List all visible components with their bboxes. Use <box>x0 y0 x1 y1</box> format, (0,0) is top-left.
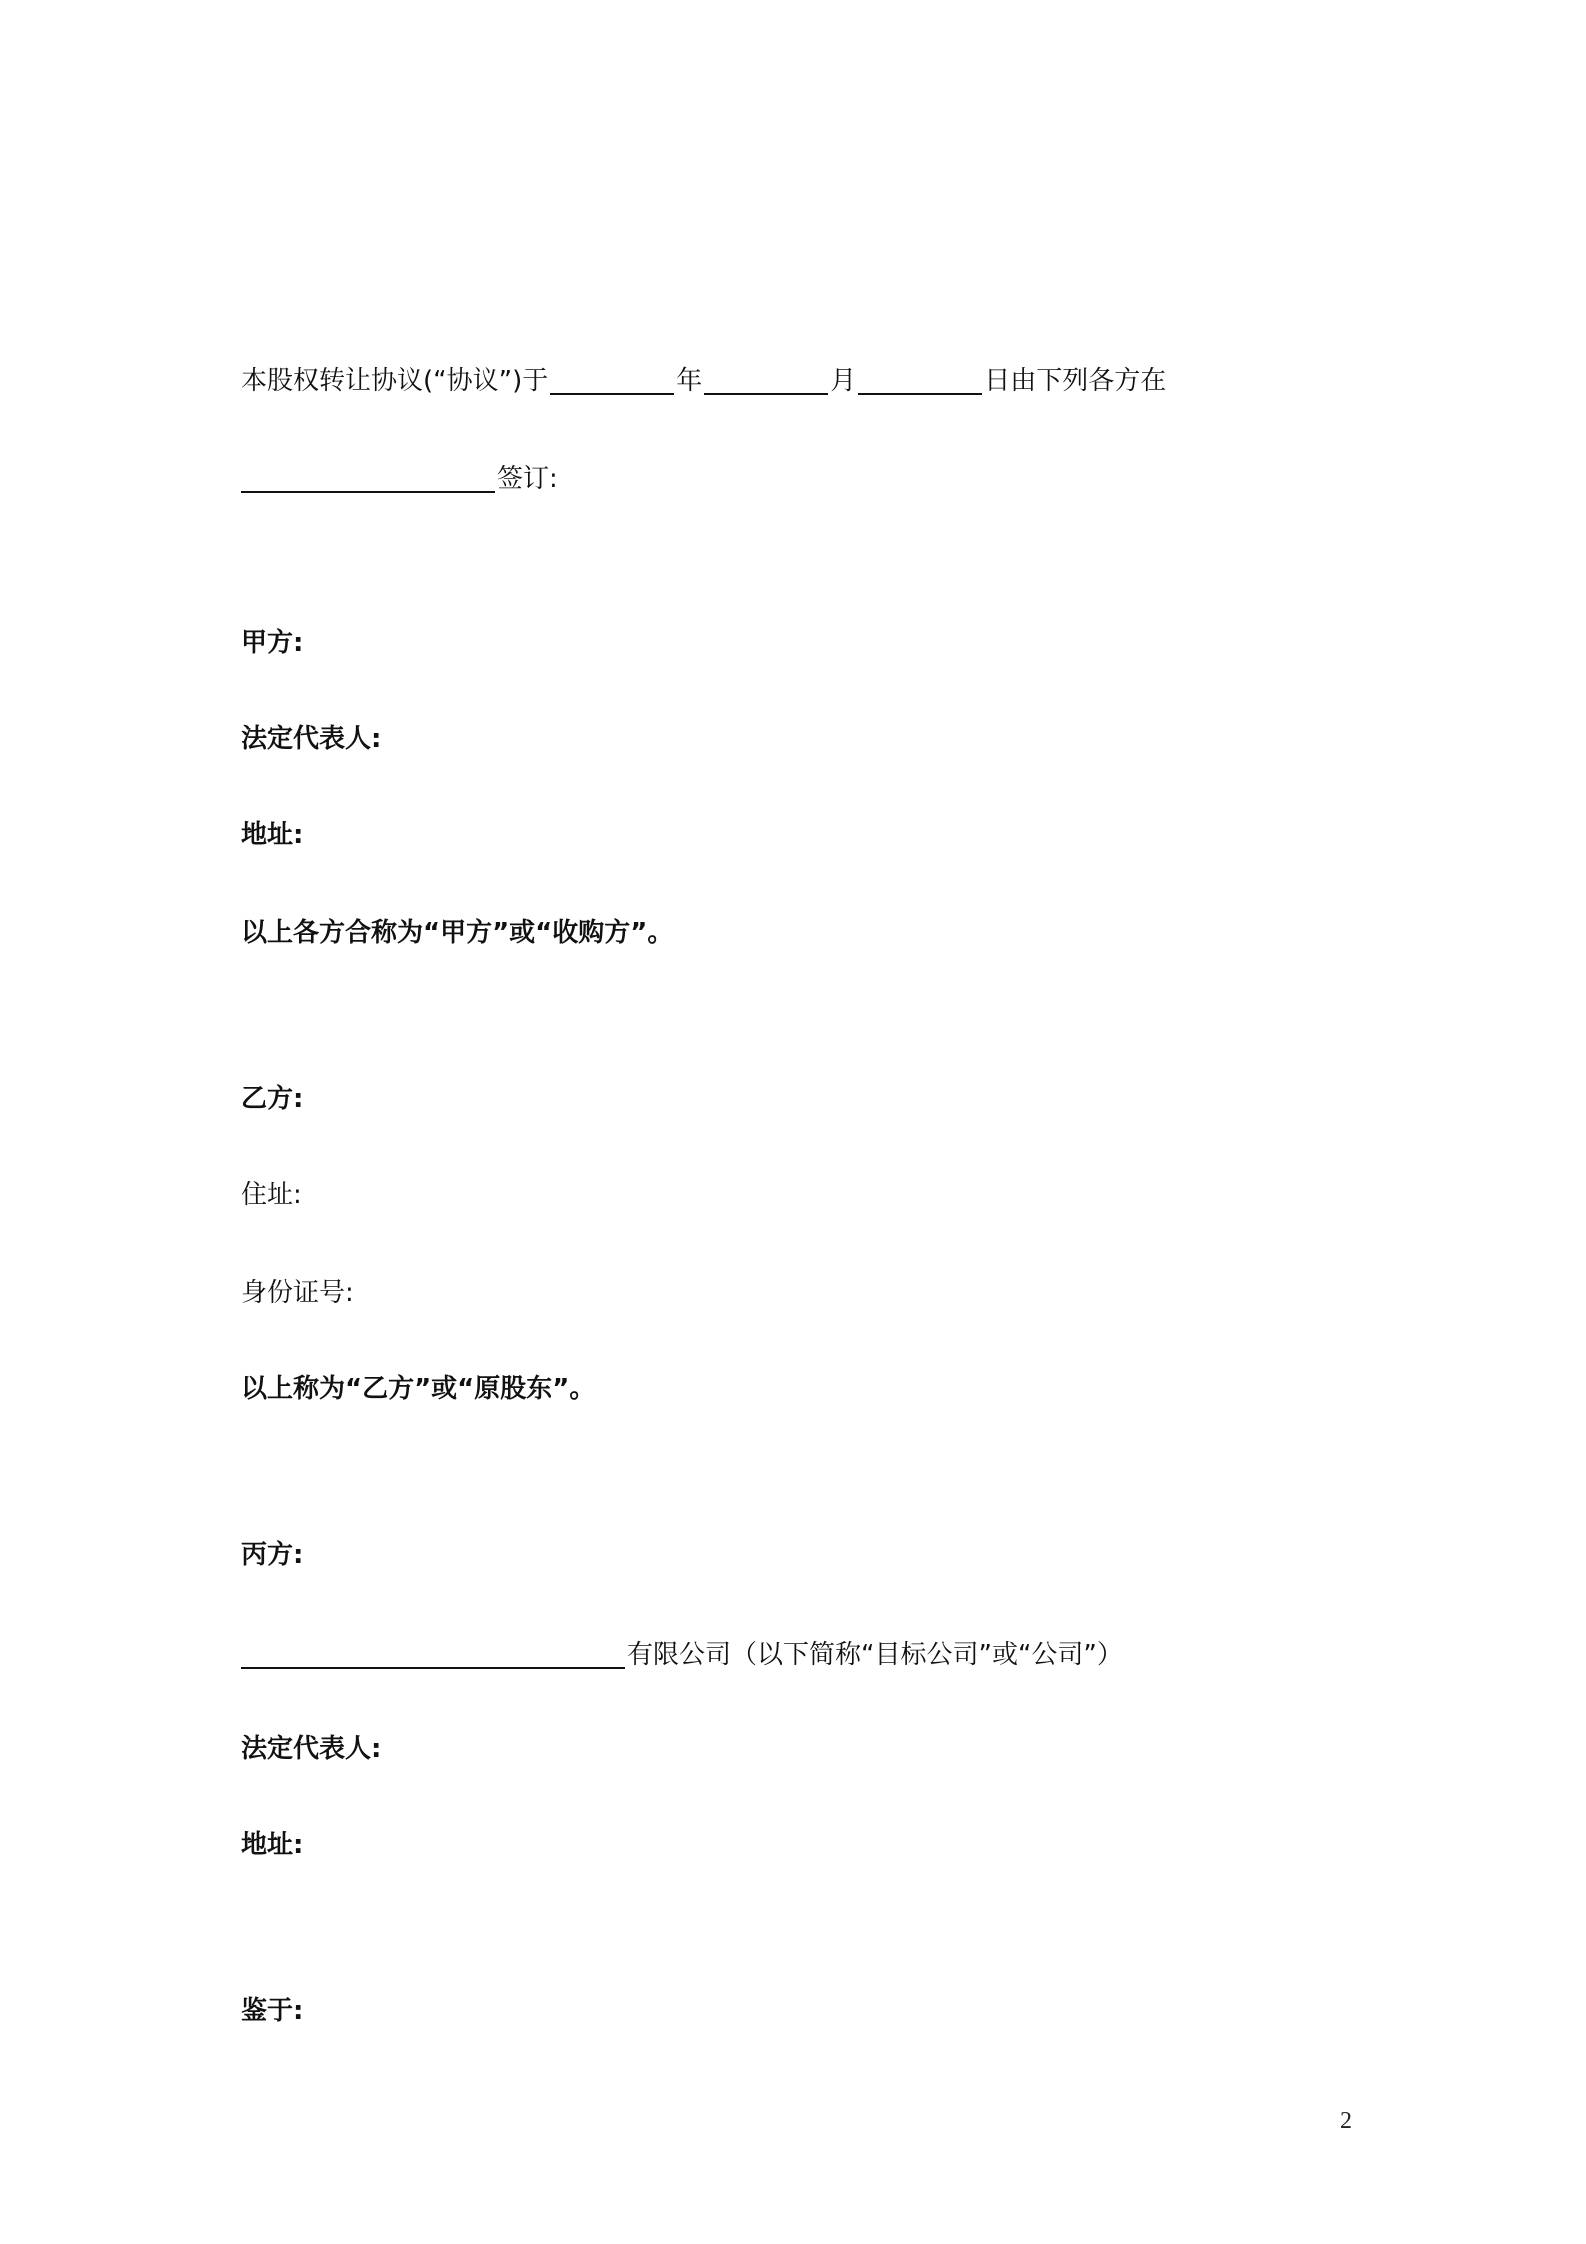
year-blank[interactable] <box>550 367 674 395</box>
month-blank[interactable] <box>704 367 828 395</box>
party-b-residence-label: 住址: <box>241 1180 302 1210</box>
party-a-heading: 甲方: <box>241 628 304 658</box>
signing-place-line <box>241 462 558 496</box>
intro-line <box>241 364 1166 398</box>
party-a-address-label: 地址: <box>241 820 304 850</box>
party-a-rep-label: 法定代表人: <box>241 724 382 754</box>
page-number: 2 <box>1340 2108 1352 2134</box>
intro-text-part1: 本股权转让协议(“协议”)于 <box>241 366 549 396</box>
whereas-heading: 鉴于: <box>241 1996 304 2026</box>
year-label: 年 <box>676 366 703 396</box>
party-c-address-label: 地址: <box>241 1830 304 1860</box>
day-blank[interactable] <box>858 367 982 395</box>
party-c-heading: 丙方: <box>241 1540 304 1570</box>
party-c-rep-label: 法定代表人: <box>241 1734 382 1764</box>
party-b-heading: 乙方: <box>241 1084 304 1114</box>
intro-text-part2: 日由下列各方在 <box>984 366 1167 396</box>
signed-label: 签订: <box>497 464 558 494</box>
party-c-company-text: 有限公司（以下简称“目标公司”或“公司”） <box>627 1640 1123 1670</box>
party-c-company-line <box>241 1638 1123 1672</box>
party-a-summary: 以上各方合称为“甲方”或“收购方”。 <box>241 918 674 948</box>
signing-place-blank[interactable] <box>241 465 495 493</box>
company-name-blank[interactable] <box>241 1641 625 1669</box>
month-label: 月 <box>830 366 857 396</box>
party-b-id-label: 身份证号: <box>241 1278 354 1308</box>
party-b-summary: 以上称为“乙方”或“原股东”。 <box>241 1374 596 1404</box>
